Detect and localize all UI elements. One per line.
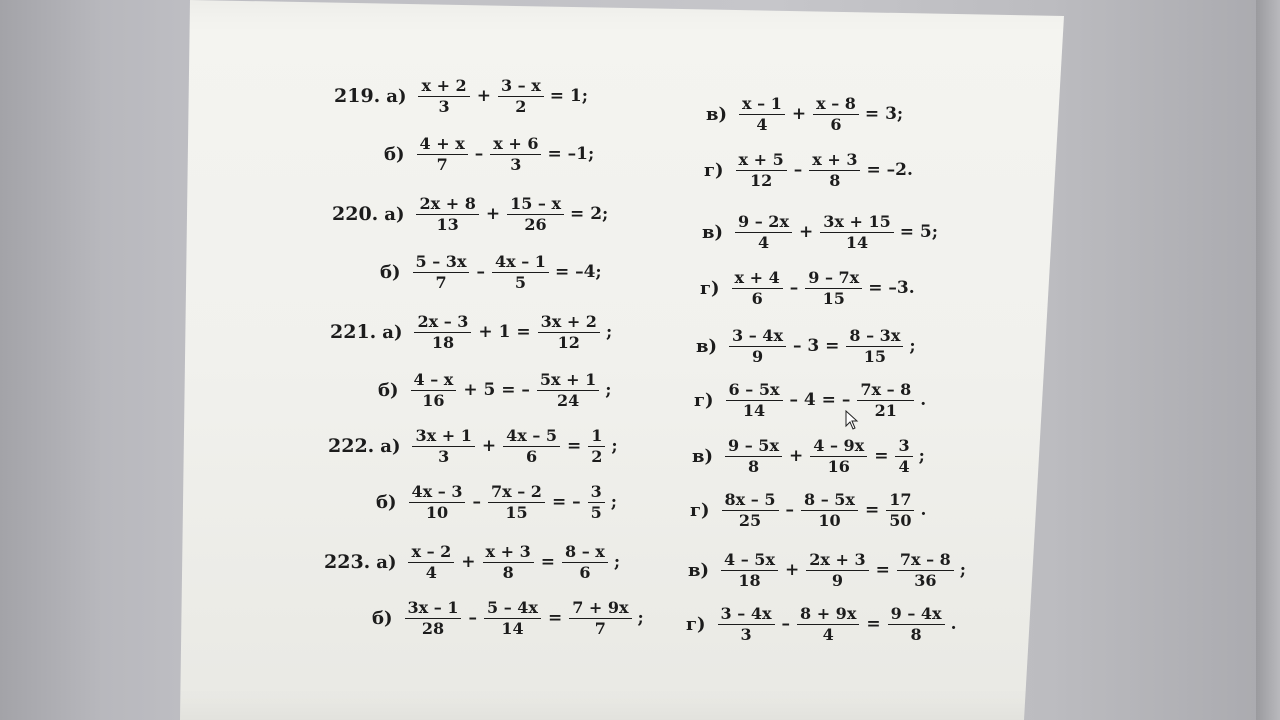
numerator: 15 – x xyxy=(507,196,564,215)
problem-number: 219. xyxy=(334,85,381,107)
numerator: 5x + 1 xyxy=(537,372,599,391)
numerator: 7x – 8 xyxy=(857,382,914,401)
fraction xyxy=(725,438,782,475)
denominator: 15 xyxy=(863,347,887,366)
operator: = – xyxy=(551,492,581,512)
operator: + 5 = – xyxy=(463,380,530,400)
equation-tail: ; xyxy=(605,322,613,342)
item-label: г) xyxy=(694,389,714,411)
denominator: 7 xyxy=(594,619,606,638)
numerator: 2x + 3 xyxy=(806,552,868,571)
denominator: 4 xyxy=(898,457,910,476)
operator: = xyxy=(547,608,563,628)
denominator: 9 xyxy=(751,347,764,366)
numerator: 7x – 8 xyxy=(897,552,954,571)
numerator: 5 – 4x xyxy=(484,600,541,619)
equation-219-1 xyxy=(384,136,594,173)
denominator: 10 xyxy=(425,503,449,522)
numerator: 3x + 2 xyxy=(538,314,600,333)
numerator: 4 – 5x xyxy=(721,552,778,571)
denominator: 16 xyxy=(422,391,445,410)
operator: = xyxy=(864,500,880,520)
numerator: 8 + 9x xyxy=(797,606,859,625)
fraction xyxy=(846,328,903,365)
denominator: 15 xyxy=(505,503,528,522)
denominator: 24 xyxy=(556,391,580,410)
denominator: 12 xyxy=(557,333,580,352)
numerator: 9 – 4x xyxy=(888,606,945,625)
operator: – 4 = – xyxy=(789,390,851,410)
numerator: 4 – x xyxy=(411,372,457,391)
equation-221-3 xyxy=(694,382,926,419)
fraction xyxy=(857,382,914,419)
item-label: в) xyxy=(692,445,714,467)
equation-tail: = 5; xyxy=(899,222,938,242)
denominator: 7 xyxy=(436,155,448,174)
denominator: 15 xyxy=(822,289,845,308)
item-label: а) xyxy=(376,551,397,573)
numerator: 9 – 2x xyxy=(735,214,792,233)
operator: – xyxy=(785,500,794,520)
operator: = xyxy=(567,436,582,456)
fraction xyxy=(718,606,775,643)
equation-tail: = 1; xyxy=(549,86,589,106)
equation-tail: . xyxy=(950,614,957,634)
operator: + xyxy=(481,436,497,456)
operator: + xyxy=(791,104,807,124)
numerator: 8x – 5 xyxy=(722,492,779,511)
denominator: 28 xyxy=(421,619,445,638)
fraction xyxy=(417,136,468,173)
denominator: 14 xyxy=(501,619,524,638)
item-label: б) xyxy=(372,607,393,629)
numerator: x + 3 xyxy=(483,544,534,563)
numerator: 3 – 4x xyxy=(718,606,775,625)
fraction xyxy=(408,544,454,581)
fraction xyxy=(488,484,545,521)
numerator: 2x – 3 xyxy=(414,314,471,333)
fraction xyxy=(739,96,785,133)
numerator: 4x – 5 xyxy=(503,428,560,447)
fraction xyxy=(490,136,541,173)
numerator: 3 xyxy=(895,438,912,457)
fraction xyxy=(735,214,792,251)
equation-222-1 xyxy=(376,484,617,521)
denominator: 8 xyxy=(910,625,922,644)
fraction xyxy=(810,438,867,475)
operator: – xyxy=(793,160,803,180)
numerator: 8 – 5x xyxy=(801,492,858,511)
fraction xyxy=(721,552,778,589)
operator: – xyxy=(472,492,481,512)
denominator: 3 xyxy=(438,97,450,116)
numerator: x – 8 xyxy=(813,96,859,115)
equation-222-0 xyxy=(328,428,618,465)
monitor-bezel xyxy=(1256,0,1280,720)
fraction xyxy=(588,484,605,521)
denominator: 2 xyxy=(515,97,527,116)
denominator: 5 xyxy=(514,273,527,292)
operator: – xyxy=(781,614,790,634)
equation-220-1 xyxy=(380,254,602,291)
denominator: 26 xyxy=(524,215,547,234)
equation-222-2 xyxy=(692,438,925,475)
denominator: 10 xyxy=(818,511,841,530)
item-label: в) xyxy=(688,559,710,581)
fraction xyxy=(409,484,466,521)
equation-tail: . xyxy=(920,500,927,520)
fraction xyxy=(416,196,478,233)
item-label: а) xyxy=(380,435,401,457)
fraction xyxy=(809,152,860,189)
equation-tail: ; xyxy=(959,560,967,580)
operator: = xyxy=(875,560,890,580)
operator: – 3 = xyxy=(792,336,840,356)
equation-tail: = –1; xyxy=(547,144,595,164)
denominator: 8 xyxy=(502,563,514,582)
numerator: 6 – 5x xyxy=(726,382,783,401)
problem-number: 223. xyxy=(324,551,371,573)
problem-number: 222. xyxy=(328,435,375,457)
fraction xyxy=(813,96,859,133)
item-label: б) xyxy=(384,143,405,165)
fraction xyxy=(806,552,868,589)
fraction xyxy=(801,492,858,529)
equation-tail: ; xyxy=(613,552,621,572)
fraction xyxy=(805,270,862,307)
numerator: 3 xyxy=(588,484,605,503)
equation-tail: ; xyxy=(918,446,925,466)
fraction xyxy=(412,428,474,465)
operator: + 1 = xyxy=(478,322,531,342)
item-label: а) xyxy=(384,203,405,225)
equation-tail: = 2; xyxy=(570,204,609,224)
fraction xyxy=(732,270,783,307)
numerator: 17 xyxy=(886,492,914,511)
denominator: 6 xyxy=(751,289,763,308)
item-label: б) xyxy=(380,261,401,283)
denominator: 36 xyxy=(914,571,937,590)
equation-tail: ; xyxy=(637,608,644,628)
numerator: x + 3 xyxy=(809,152,860,171)
operator: = xyxy=(874,446,889,466)
denominator: 4 xyxy=(757,233,770,252)
fraction xyxy=(569,600,631,637)
denominator: 3 xyxy=(740,625,752,644)
fraction xyxy=(503,428,560,465)
item-label: а) xyxy=(382,321,403,343)
fraction xyxy=(483,544,534,581)
denominator: 16 xyxy=(827,457,850,476)
numerator: x + 6 xyxy=(490,136,541,155)
equation-221-1 xyxy=(378,372,612,409)
equation-220-2 xyxy=(702,214,938,251)
operator: + xyxy=(485,204,501,224)
fraction xyxy=(413,254,470,291)
problem-number: 221. xyxy=(330,321,377,343)
operator: – xyxy=(789,278,799,298)
denominator: 7 xyxy=(435,273,447,292)
equation-tail: = 3; xyxy=(864,104,904,124)
operator: = xyxy=(540,552,555,572)
numerator: 4x – 3 xyxy=(409,484,466,503)
denominator: 8 xyxy=(747,457,760,476)
denominator: 5 xyxy=(590,503,602,522)
equation-223-1 xyxy=(372,600,644,637)
denominator: 18 xyxy=(738,571,761,590)
denominator: 12 xyxy=(750,171,773,190)
operator: + xyxy=(476,86,491,106)
numerator: 3x + 1 xyxy=(412,428,474,447)
numerator: x – 1 xyxy=(739,96,785,115)
equation-tail: = –4; xyxy=(554,262,602,282)
item-label: г) xyxy=(700,277,720,299)
denominator: 2 xyxy=(591,447,603,466)
numerator: 3 – 4x xyxy=(729,328,786,347)
denominator: 6 xyxy=(525,447,538,466)
equation-221-0 xyxy=(330,314,612,351)
numerator: 5 – 3x xyxy=(413,254,470,273)
numerator: 3x + 15 xyxy=(820,214,893,233)
fraction xyxy=(411,372,457,409)
denominator: 13 xyxy=(436,215,459,234)
numerator: 9 – 7x xyxy=(805,270,862,289)
fraction xyxy=(736,152,787,189)
numerator: 7x – 2 xyxy=(488,484,545,503)
fraction xyxy=(588,428,605,465)
numerator: x + 2 xyxy=(418,78,469,97)
equation-219-3 xyxy=(704,152,913,189)
mouse-cursor-icon xyxy=(845,410,859,430)
equation-219-2 xyxy=(706,96,903,133)
numerator: 4 + x xyxy=(417,136,468,155)
denominator: 25 xyxy=(738,511,762,530)
fraction xyxy=(538,314,600,351)
denominator: 4 xyxy=(425,563,437,582)
numerator: 8 – 3x xyxy=(846,328,903,347)
denominator: 3 xyxy=(510,155,522,174)
fraction xyxy=(895,438,912,475)
fraction xyxy=(562,544,608,581)
fraction xyxy=(722,492,779,529)
denominator: 8 xyxy=(829,171,841,190)
denominator: 14 xyxy=(742,401,766,420)
item-label: г) xyxy=(686,613,706,635)
item-label: б) xyxy=(376,491,397,513)
numerator: x + 5 xyxy=(736,152,787,171)
fraction xyxy=(418,78,469,115)
equation-223-3 xyxy=(686,606,956,643)
numerator: 3x – 1 xyxy=(405,600,462,619)
denominator: 4 xyxy=(756,115,768,134)
operator: – xyxy=(468,608,477,628)
equation-tail: ; xyxy=(605,380,612,400)
equation-tail: ; xyxy=(611,436,618,456)
numerator: 3 – x xyxy=(498,78,544,97)
equation-tail: ; xyxy=(610,492,618,512)
equation-220-0 xyxy=(332,196,608,233)
operator: + xyxy=(784,560,800,580)
denominator: 14 xyxy=(845,233,869,252)
numerator: 1 xyxy=(588,428,605,447)
fraction xyxy=(820,214,893,251)
operator: + xyxy=(798,222,814,242)
equation-tail: = –2. xyxy=(866,160,913,180)
numerator: 9 – 5x xyxy=(725,438,782,457)
problem-number: 220. xyxy=(332,203,379,225)
numerator: x – 2 xyxy=(408,544,454,563)
item-label: в) xyxy=(702,221,724,243)
denominator: 3 xyxy=(438,447,450,466)
fraction xyxy=(498,78,544,115)
equation-221-2 xyxy=(696,328,916,365)
fraction xyxy=(537,372,599,409)
item-label: б) xyxy=(378,379,399,401)
fraction xyxy=(886,492,914,529)
fraction xyxy=(897,552,954,589)
operator: = xyxy=(866,614,881,634)
equation-223-2 xyxy=(688,552,966,589)
fraction xyxy=(797,606,859,643)
denominator: 9 xyxy=(831,571,843,590)
equation-222-3 xyxy=(690,492,926,529)
operator: + xyxy=(461,552,476,572)
denominator: 6 xyxy=(579,563,591,582)
item-label: г) xyxy=(704,159,724,181)
equation-219-0 xyxy=(334,78,588,115)
item-label: в) xyxy=(706,103,728,125)
numerator: x + 4 xyxy=(732,270,783,289)
denominator: 21 xyxy=(874,401,897,420)
fraction xyxy=(507,196,564,233)
equation-tail: = –3. xyxy=(868,278,915,298)
numerator: 7 + 9x xyxy=(569,600,631,619)
operator: + xyxy=(788,446,804,466)
denominator: 6 xyxy=(830,115,842,134)
fraction xyxy=(405,600,462,637)
item-label: в) xyxy=(696,335,718,357)
fraction xyxy=(414,314,471,351)
operator: – xyxy=(474,144,484,164)
numerator: 4x – 1 xyxy=(492,254,549,273)
denominator: 18 xyxy=(431,333,455,352)
item-label: г) xyxy=(690,499,710,521)
equation-tail: . xyxy=(920,390,927,410)
denominator: 4 xyxy=(822,625,834,644)
numerator: 8 – x xyxy=(562,544,608,563)
equation-tail: ; xyxy=(909,336,916,356)
operator: – xyxy=(476,262,485,282)
fraction xyxy=(726,382,783,419)
fraction xyxy=(492,254,549,291)
denominator: 50 xyxy=(889,511,912,530)
fraction xyxy=(888,606,945,643)
equation-220-3 xyxy=(700,270,915,307)
numerator: 2x + 8 xyxy=(416,196,478,215)
item-label: а) xyxy=(386,85,407,107)
numerator: 4 – 9x xyxy=(810,438,867,457)
equation-223-0 xyxy=(324,544,620,581)
fraction xyxy=(729,328,786,365)
fraction xyxy=(484,600,541,637)
